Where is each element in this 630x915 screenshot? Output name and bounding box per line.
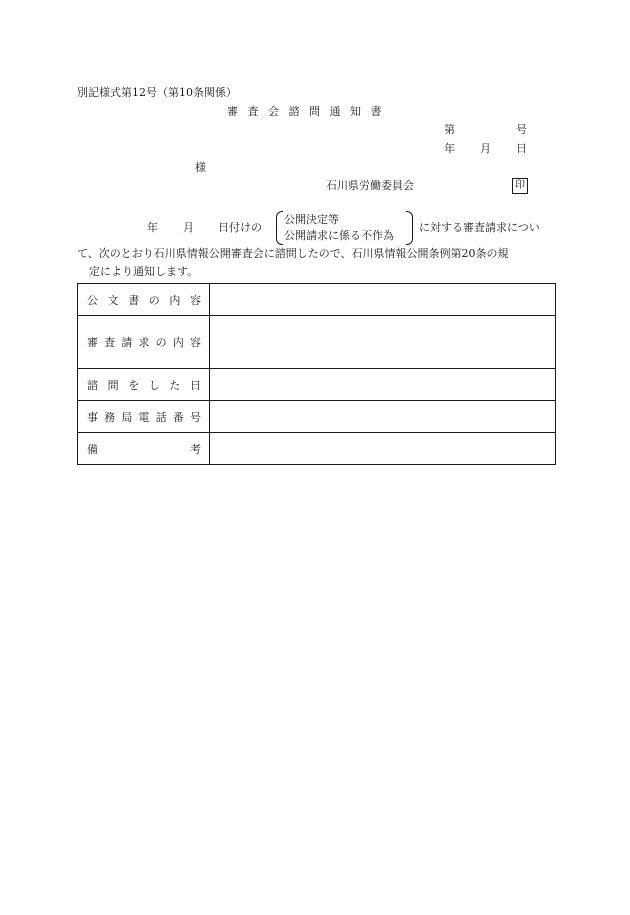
body-year: 年 — [147, 221, 158, 234]
table-row — [78, 284, 556, 316]
bracket-option-inaction: 公開請求に係る不作為 — [284, 229, 394, 242]
right-bracket — [406, 211, 413, 245]
label-char: 務 — [104, 410, 116, 424]
label-char: 事 — [87, 410, 98, 424]
label-char: 求 — [138, 336, 150, 349]
label-text — [87, 409, 201, 425]
label-text — [87, 292, 201, 308]
label-char: の — [155, 336, 167, 349]
body-line2: て、次のとおり石川県情報公開審査会に諮問したので、石川県情報公開条例第20条の規 — [77, 247, 509, 260]
document-title: 審査会諮問通知書 — [227, 105, 391, 118]
label-char: 日 — [189, 378, 201, 392]
request-content-value — [210, 316, 556, 369]
label-text — [87, 441, 201, 457]
issuer-name: 石川県労働委員会 — [326, 179, 414, 192]
label-char: を — [128, 378, 140, 392]
table-row — [78, 369, 556, 401]
label-char: 容 — [189, 293, 201, 307]
label-char: し — [148, 378, 160, 392]
row-label-inquiry-date — [78, 369, 210, 401]
label-char: 局 — [121, 410, 133, 424]
label-char: 諮 — [87, 378, 98, 392]
addressee-honorific: 様 — [195, 161, 206, 174]
row-label-remarks — [78, 433, 210, 465]
body-month: 月 — [183, 221, 194, 234]
label-char: 番 — [172, 410, 184, 424]
inquiry-date-value — [210, 369, 556, 401]
label-char: 内 — [169, 293, 181, 307]
table-row — [78, 433, 556, 465]
doc-number-suffix: 号 — [516, 123, 527, 136]
row-label-office-phone — [78, 401, 210, 433]
document-content-value — [210, 284, 556, 316]
date-month: 月 — [480, 142, 491, 155]
body-line1-tail: に対する審査請求につい — [419, 221, 540, 234]
row-label-request-content — [78, 316, 210, 369]
label-char: 電 — [138, 410, 150, 424]
remarks-label-left: 備 — [87, 442, 98, 456]
label-char: 文 — [107, 293, 119, 307]
remarks-value — [210, 433, 556, 465]
body-line3: 定により通知します。 — [89, 265, 199, 278]
notification-details-table — [77, 283, 556, 465]
label-char: 公 — [87, 293, 98, 307]
label-char: た — [169, 378, 181, 392]
form-number: 別記様式第12号（第10条関係） — [77, 86, 237, 99]
table-row — [78, 401, 556, 433]
label-char: 容 — [189, 336, 201, 349]
label-char: の — [148, 293, 160, 307]
label-char: 話 — [155, 410, 167, 424]
doc-number-prefix: 第 — [444, 123, 455, 136]
body-date-suffix: 日付けの — [218, 221, 262, 234]
row-label-document-content — [78, 284, 210, 316]
label-char: 内 — [172, 336, 184, 349]
label-char: 号 — [189, 410, 201, 424]
label-text — [87, 377, 201, 393]
label-char: 請 — [121, 336, 133, 349]
label-char: 書 — [128, 293, 140, 307]
label-char: 問 — [107, 378, 119, 392]
date-year: 年 — [444, 142, 455, 155]
label-char: 審 — [87, 336, 98, 349]
bracket-option-disclosure-decision: 公開決定等 — [284, 213, 339, 226]
label-char: 査 — [104, 336, 116, 349]
date-day: 日 — [516, 142, 527, 155]
table-row — [78, 316, 556, 369]
remarks-label-right: 考 — [190, 442, 201, 456]
seal-mark: 印 — [512, 178, 528, 194]
label-text — [87, 334, 201, 350]
decision-type-bracket — [276, 211, 413, 245]
left-bracket — [276, 211, 283, 245]
office-phone-value — [210, 401, 556, 433]
